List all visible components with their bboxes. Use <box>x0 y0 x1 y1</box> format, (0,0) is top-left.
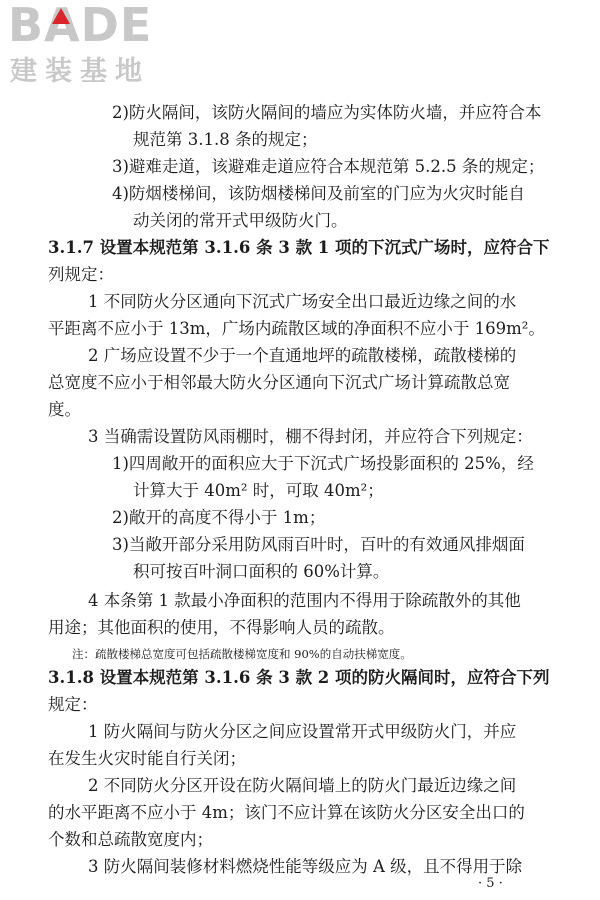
text-line: 动关闭的常开式甲级防火门。 <box>133 211 348 230</box>
clause-heading: 3.1.8 设置本规范第 3.1.6 条 3 款 2 项的防火隔间时，应符合下列 <box>48 668 550 687</box>
text-line: 1 不同防火分区通向下沉式广场安全出口最近边缘之间的水 <box>88 292 517 311</box>
text-line: 4)防烟楼梯间，该防烟楼梯间及前室的门应为火灾时能自 <box>112 184 525 203</box>
text-line: 度。 <box>48 400 81 419</box>
text-line: 2 不同防火分区开设在防火隔间墙上的防火门最近边缘之间 <box>88 776 517 795</box>
text-line: 用途；其他面积的使用，不得影响人员的疏散。 <box>48 618 395 637</box>
logo-wordmark: BADE <box>8 0 153 52</box>
logo-accent-triangle <box>52 8 70 24</box>
text-line: 平距离不应小于 13m，广场内疏散区域的净面积不应小于 169m²。 <box>48 319 545 338</box>
text-line: 1 防火隔间与防火分区之间应设置常开式甲级防火门，并应 <box>88 722 517 741</box>
text-line: 计算大于 40m² 时，可取 40m²； <box>133 481 384 500</box>
text-line: 1)四周敞开的面积应大于下沉式广场投影面积的 25%，经 <box>112 454 534 473</box>
text-line: 3 防火隔间装修材料燃烧性能等级应为 A 级，且不得用于除 <box>88 857 523 876</box>
text-line: 2)防火隔间，该防火隔间的墙应为实体防火墙，并应符合本 <box>112 103 542 122</box>
text-line: 2)敞开的高度不得小于 1m； <box>112 508 326 527</box>
text-line: 3 当确需设置防风雨棚时，棚不得封闭，并应符合下列规定： <box>88 427 533 446</box>
text-line: 积可按百叶洞口面积的 60%计算。 <box>133 562 390 581</box>
page-number: · 5 · <box>478 876 503 891</box>
text-line: 的水平距离不应小于 4m；该门不应计算在该防火分区安全出口的 <box>48 803 525 822</box>
text-line: 规定： <box>48 695 98 714</box>
text-line: 3)当敞开部分采用防风雨百叶时，百叶的有效通风排烟面 <box>112 535 525 554</box>
text-line: 列规定： <box>48 265 114 284</box>
text-line: 2 广场应设置不少于一个直通地坪的疏散楼梯，疏散楼梯的 <box>88 346 517 365</box>
publisher-logo <box>8 0 178 94</box>
note-line: 注：疏散楼梯总宽度可包括疏散楼梯宽度和 90%的自动扶梯宽度。 <box>72 647 412 661</box>
text-line: 在发生火灾时能自行关闭； <box>48 749 246 768</box>
text-line: 4 本条第 1 款最小净面积的范围内不得用于除疏散外的其他 <box>88 591 521 610</box>
text-line: 3)避难走道，该避难走道应符合本规范第 5.2.5 条的规定； <box>112 157 545 176</box>
text-line: 个数和总疏散宽度内； <box>48 830 213 849</box>
logo-subtitle: 建装基地 <box>10 56 150 87</box>
clause-heading: 3.1.7 设置本规范第 3.1.6 条 3 款 1 项的下沉式广场时，应符合下 <box>48 238 550 257</box>
text-line: 总宽度不应小于相邻最大防火分区通向下沉式广场计算疏散总宽 <box>48 373 510 392</box>
text-line: 规范第 3.1.8 条的规定； <box>133 130 318 149</box>
